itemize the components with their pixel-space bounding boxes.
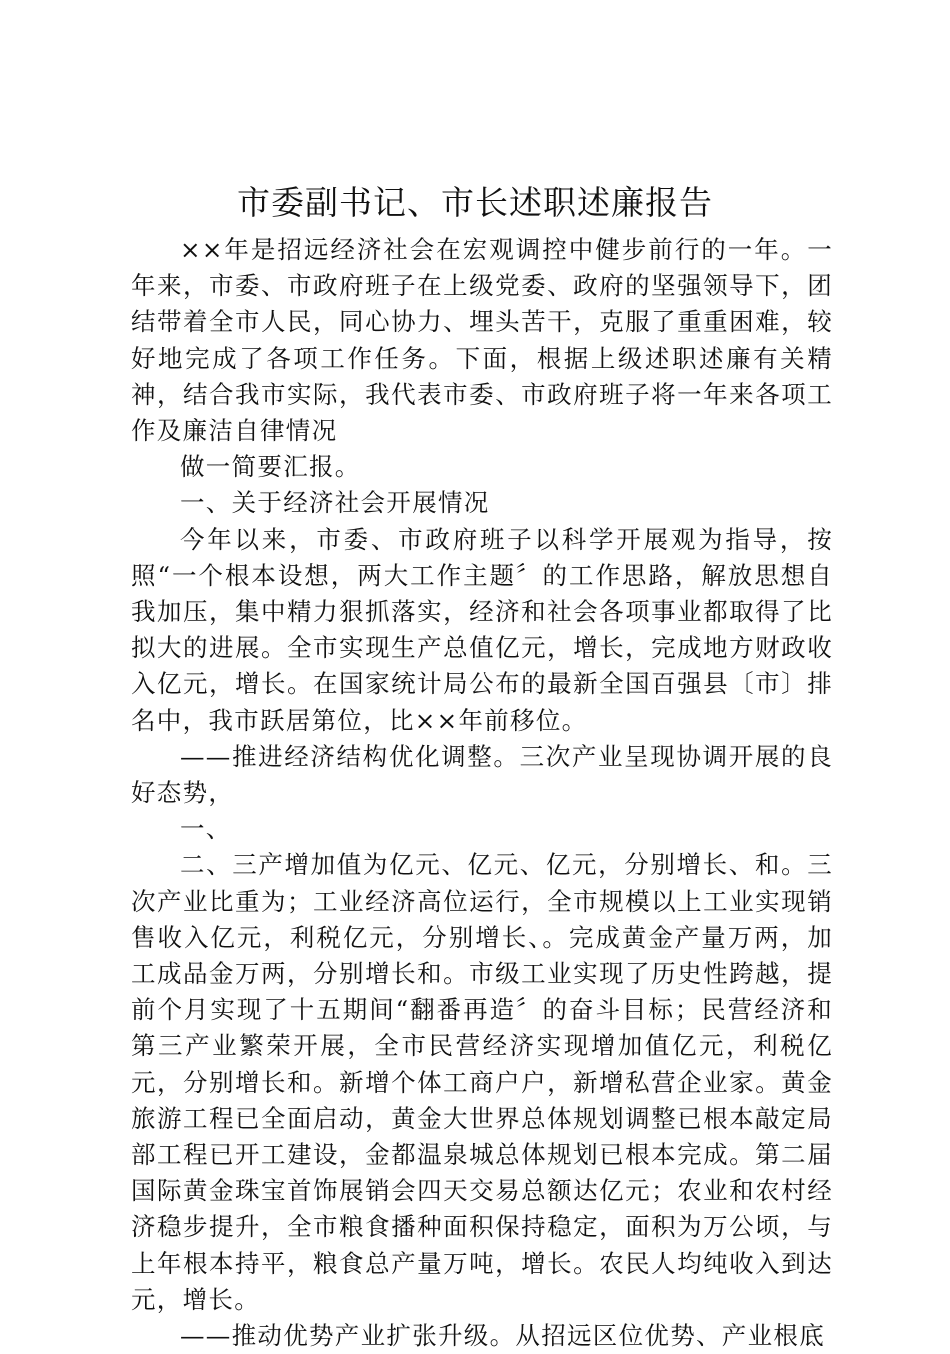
paragraph-economy-overview: 今年以来，市委、市政府班子以科学开展观为指导，按照“一个根本设想，两大工作主题〞的工作思路，解放思想自我加压，集中精力狠抓落实，经济和社会各项事业都取得了比拟大的进展。全市实现生产总值亿元，增长，完成地方财政收入亿元，增长。在国家统计局公布的最新全国百强县〔市〕排名中，我市跃居第位，比××年前移位。 [131,524,833,735]
paragraph-structure-adjustment: ——推进经济结构优化调整。三次产业呈现协调开展的良好态势， [131,741,833,808]
paragraph-intro: ××年是招远经济社会在宏观调控中健步前行的一年。一年来，市委、市政府班子在上级党委、政府的坚强领导下，团结带着全市人民，同心协力、埋头苦干，克服了重重困难，较好地完成了各项工作任务。下面，根据上级述职述廉有关精神，结合我市实际，我代表市委、市政府班子将一年来各项工作及廉洁自律情况 [131,235,833,446]
paragraph-numbering-one: 一、 [180,814,232,844]
document-title: 市委副书记、市长述职述廉报告 [237,183,713,222]
document-body [131,232,833,1354]
paragraph-industry-details: 二、三产增加值为亿元、亿元、亿元，分别增长、和。三次产业比重为；工业经济高位运行，全市规模以上工业实现销售收入亿元，利税亿元，分别增长、。完成黄金产量万两，加工成品金万两，分别增长和。市级工业实现了历史性跨越，提前个月实现了十五期间“翻番再造〞的奋斗目标；民营经济和第三产业繁荣开展，全市民营经济实现增加值亿元，利税亿元，分别增长和。新增个体工商户户，新增私营企业家。黄金旅游工程已全面启动，黄金大世界总体规划调整已根本敲定局部工程已开工建设，金都温泉城总体规划已根本完成。第二届国际黄金珠宝首饰展销会四天交易总额达亿元；农业和农村经济稳步提升，全市粮食播种面积保持稳定，面积为万公顷，与上年根本持平，粮食总产量万吨，增长。农民人均纯收入到达元，增长。 [131,850,833,1314]
paragraph-advantage-industries: ——推动优势产业扩张升级。从招远区位优势、产业根底 [180,1321,825,1351]
paragraph-brief-report: 做一简要汇报。 [180,452,361,482]
section-heading-economy: 一、关于经济社会开展情况 [180,488,490,518]
